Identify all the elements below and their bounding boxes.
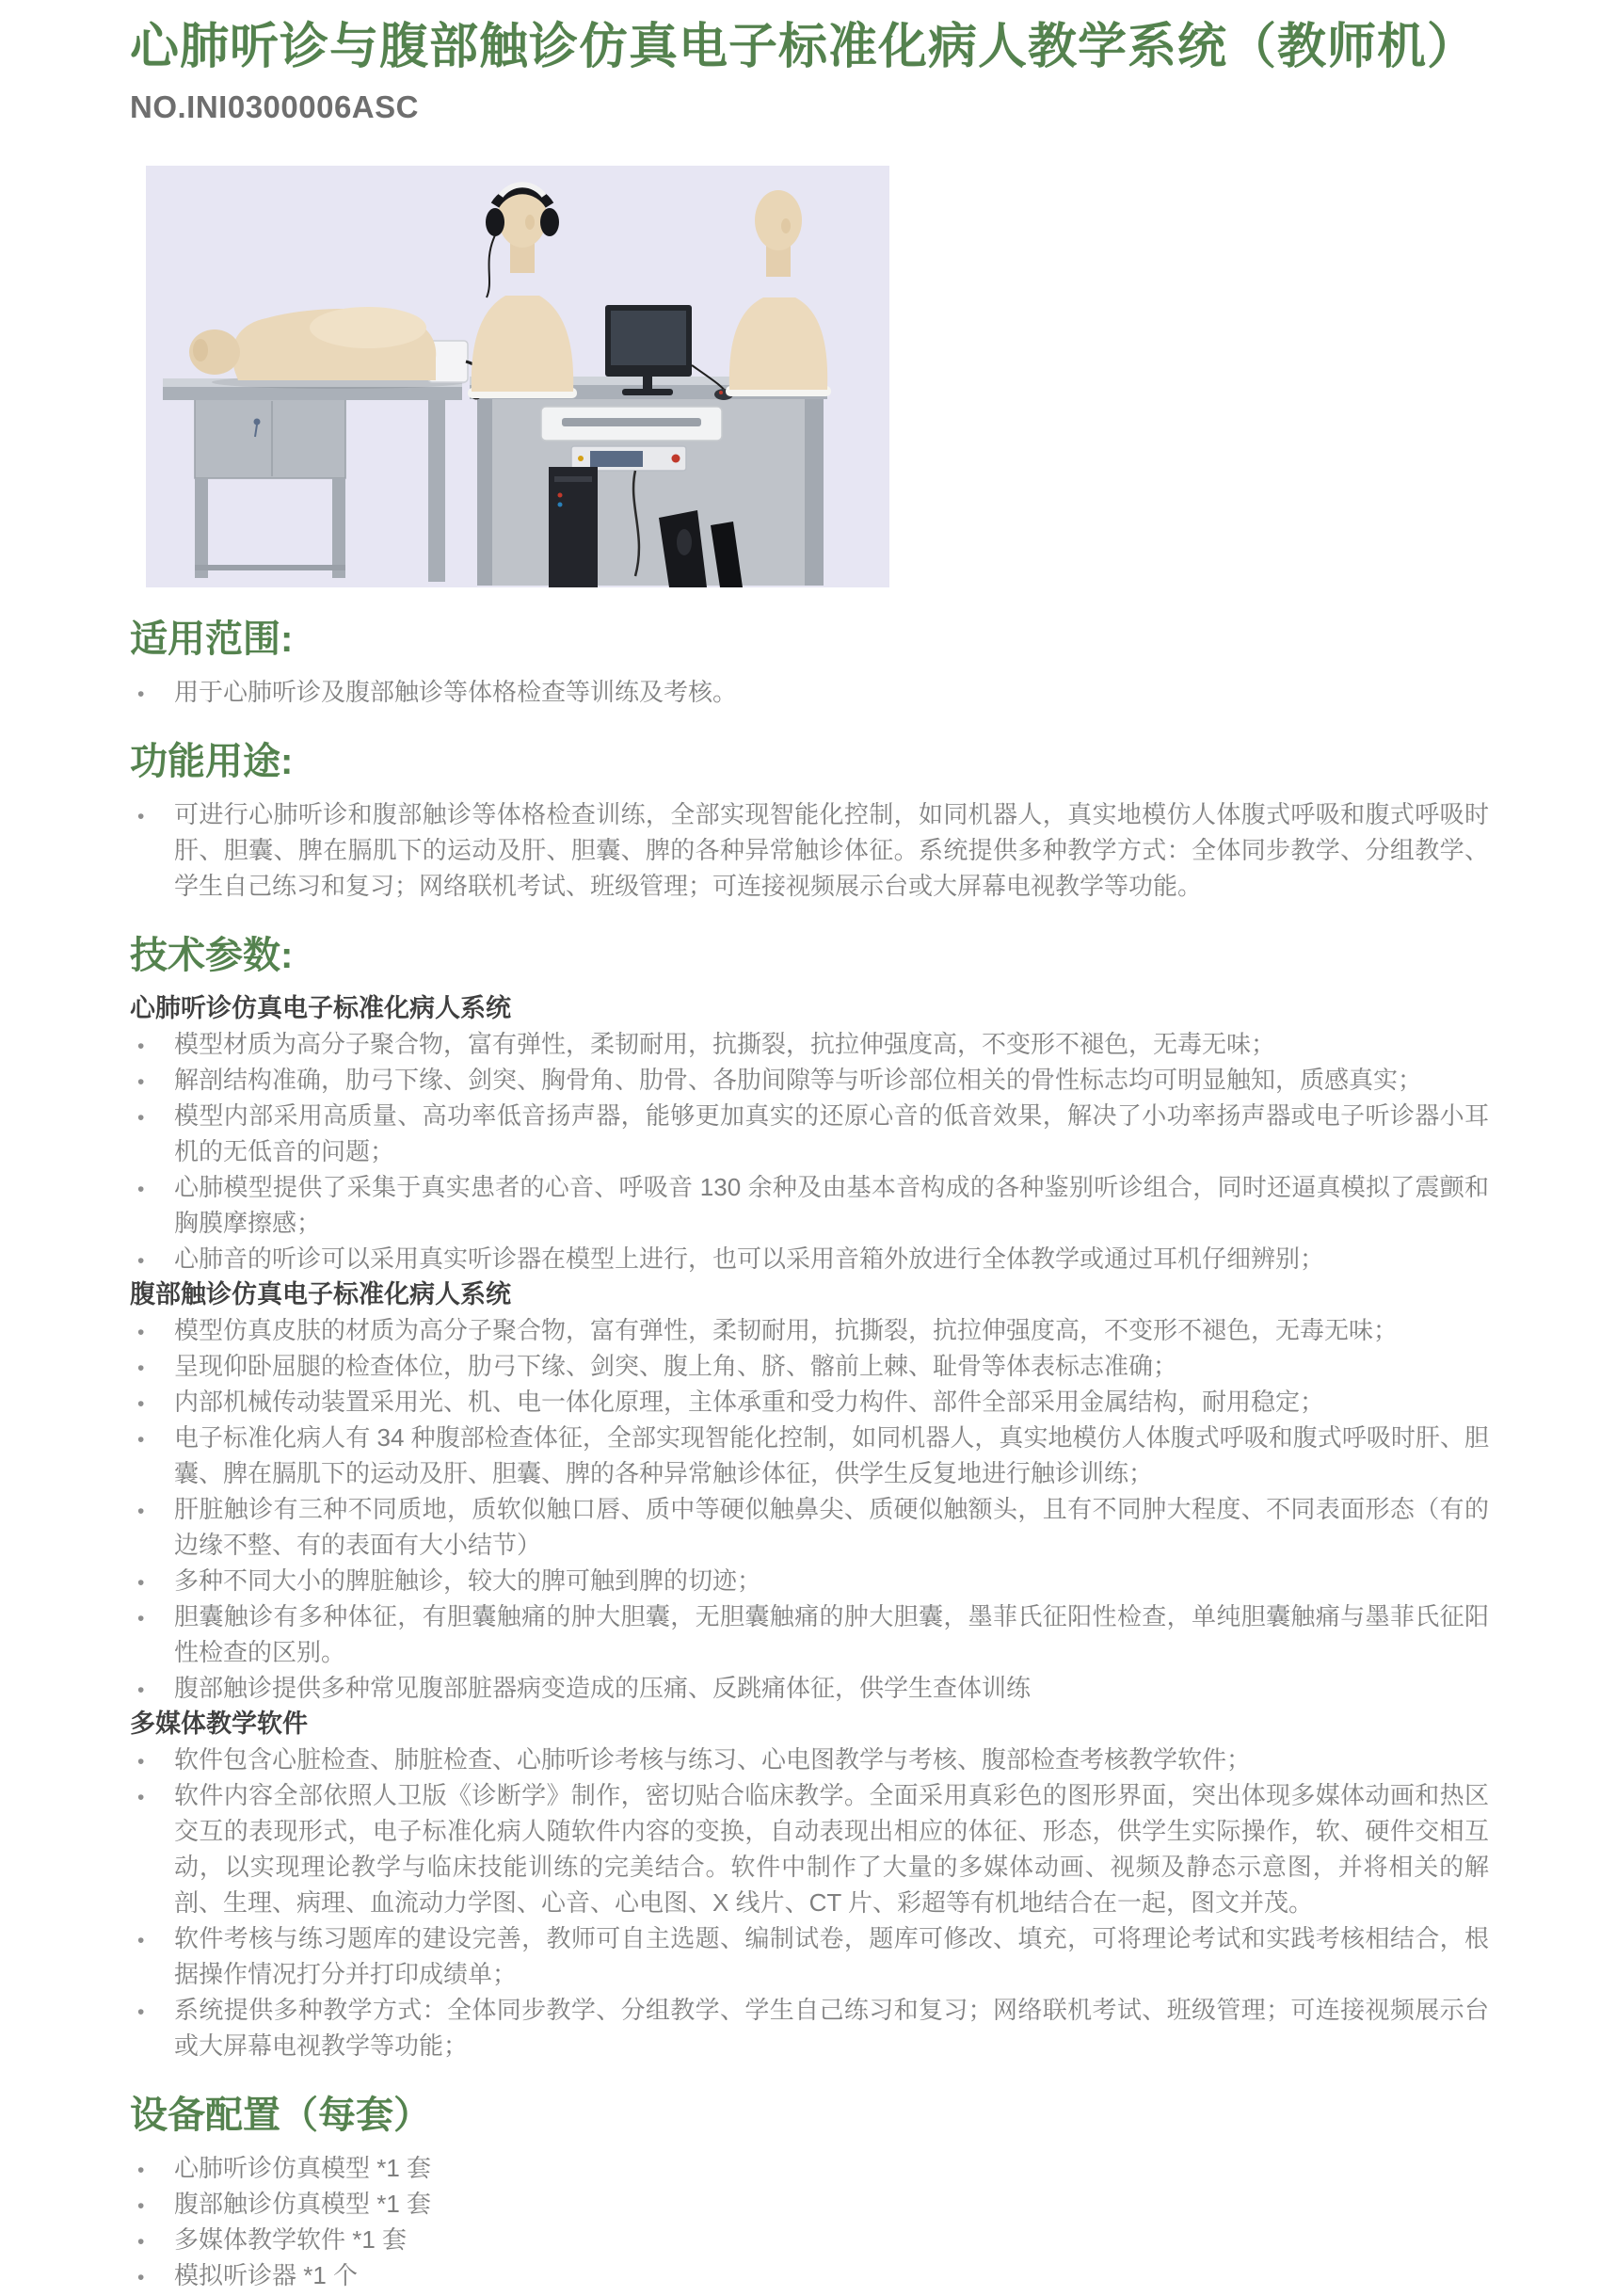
spec-item: • 软件包含心脏检查、肺脏检查、心肺听诊考核与练习、心电图教学与考核、腹部检查考核教学软件；: [130, 1742, 1489, 1777]
spec-item: • 内部机械传动装置采用光、机、电一体化原理，主体承重和受力构件、部件全部采用金属结构，耐用稳定；: [130, 1384, 1489, 1420]
spec-item: • 软件考核与练习题库的建设完善，教师可自主选题、编制试卷，题库可修改、填充，可将理论考试和实践考核相结合，根据操作情况打分并打印成绩单；: [130, 1920, 1489, 1992]
bullet-list: [130, 674, 1489, 710]
section-scope: [130, 618, 1489, 710]
section-config: [130, 2094, 1489, 2293]
spec-item: • 软件内容全部依照人卫版《诊断学》制作，密切贴合临床教学。全面采用真彩色的图形界面，突出体现多媒体动画和热区交互的表现形式，电子标准化病人随软件内容的变换，自动表现出相应的体征、形态，供学生实际操作，软、硬件交相互动，以实现理论教学与临床技能训练的完美结合。软件中制作了大量的多媒体动画、视频及静态示意图，并将相关的解剖、生理、病理、血流动力学图、心音、心电图、X 线片、CT 片、彩超等有机地结合在一起，图文并茂。: [130, 1777, 1489, 1920]
list-item: • 用于心肺听诊及腹部触诊等体格检查等训练及考核。: [130, 674, 1489, 710]
spec-item: • 系统提供多种教学方式：全体同步教学、分组教学、学生自己练习和复习；网络联机考试、班级管理；可连接视频展示台或大屏幕电视教学等功能；: [130, 1992, 1489, 2063]
section-heading: 功能用途:: [130, 741, 294, 782]
spec-item: • 模型材质为高分子聚合物，富有弹性，柔韧耐用，抗撕裂，抗拉伸强度高，不变形不褪色，无毒无味；: [130, 1026, 1489, 1062]
spec-item: • 腹部触诊提供多种常见腹部脏器病变造成的压痛、反跳痛体征，供学生查体训练: [130, 1670, 1489, 1706]
specs-subheading-cardiopulmonary: 心肺听诊仿真电子标准化病人系统: [130, 994, 511, 1022]
spec-item: • 解剖结构准确，肋弓下缘、剑突、胸骨角、肋骨、各肋间隙等与听诊部位相关的骨性标志均可明显触知，质感真实；: [130, 1062, 1489, 1098]
spec-item: • 模型内部采用高质量、高功率低音扬声器，能够更加真实的还原心音的低音效果，解决了小功率扬声器或电子听诊器小耳机的无低音的问题；: [130, 1098, 1489, 1169]
bullet-list: [130, 2150, 1489, 2293]
config-item: • 模拟听诊器 *1 个: [130, 2257, 1489, 2293]
product-photo: [146, 166, 889, 587]
spec-item: • 肝脏触诊有三种不同质地，质软似触口唇、质中等硬似触鼻尖、质硬似触额头，且有不同肿大程度、不同表面形态（有的边缘不整、有的表面有大小结节）: [130, 1491, 1489, 1563]
bullet-list: [130, 1026, 1489, 1276]
spec-item: • 模型仿真皮肤的材质为高分子聚合物，富有弹性，柔韧耐用，抗撕裂，抗拉伸强度高，不变形不褪色，无毒无味；: [130, 1312, 1489, 1348]
config-item: • 腹部触诊仿真模型 *1 套: [130, 2186, 1489, 2222]
spec-item: • 电子标准化病人有 34 种腹部检查体征，全部实现智能化控制，如同机器人，真实地模仿人体腹式呼吸和腹式呼吸时肝、胆囊、脾在膈肌下的运动及肝、胆囊、脾的各种异常触诊体征，供学生反复地进行触诊训练；: [130, 1420, 1489, 1491]
list-item: • 可进行心肺听诊和腹部触诊等体格检查训练，全部实现智能化控制，如同机器人，真实地模仿人体腹式呼吸和腹式呼吸时肝、胆囊、脾在膈肌下的运动及肝、胆囊、脾的各种异常触诊体征。系统提供多种教学方式：全体同步教学、分组教学、学生自己练习和复习；网络联机考试、班级管理；可连接视频展示台或大屏幕电视教学等功能。: [130, 796, 1489, 904]
section-heading: 适用范围:: [130, 618, 294, 660]
spec-item: • 胆囊触诊有多种体征，有胆囊触痛的肿大胆囊，无胆囊触痛的肿大胆囊，墨菲氏征阳性检查，单纯胆囊触痛与墨菲氏征阳性检查的区别。: [130, 1598, 1489, 1670]
spec-item: • 心肺音的听诊可以采用真实听诊器在模型上进行，也可以采用音箱外放进行全体教学或通过耳机仔细辨别；: [130, 1241, 1489, 1276]
right-desk: [470, 377, 827, 587]
bullet-list: [130, 1312, 1489, 1706]
section-heading: 设备配置（每套）: [130, 2095, 431, 2136]
spec-item: • 多种不同大小的脾脏触诊，较大的脾可触到脾的切迹；: [130, 1563, 1489, 1598]
keyboard-tray: [541, 407, 722, 441]
bullet-list: [130, 796, 1489, 904]
specs-subheading-abdominal: 腹部触诊仿真电子标准化病人系统: [130, 1280, 511, 1309]
pc-tower: [549, 467, 598, 587]
bullet-list: [130, 1742, 1489, 2063]
spec-item: • 呈现仰卧屈腿的检查体位，肋弓下缘、剑突、腹上角、脐、髂前上棘、耻骨等体表标志准确；: [130, 1348, 1489, 1384]
section-function: [130, 740, 1489, 904]
config-item: • 心肺听诊仿真模型 *1 套: [130, 2150, 1489, 2186]
product-photo-illustration: [146, 166, 889, 587]
section-specs: [130, 934, 1489, 2063]
product-number: NO.INI0300006ASC: [130, 89, 419, 124]
document-content: [130, 0, 1489, 2293]
section-heading: 技术参数:: [130, 935, 294, 976]
config-item: • 多媒体教学软件 *1 套: [130, 2222, 1489, 2257]
page-title: 心肺听诊与腹部触诊仿真电子标准化病人教学系统（教师机）: [130, 20, 1478, 74]
spec-item: • 心肺模型提供了采集于真实患者的心音、呼吸音 130 余种及由基本音构成的各种鉴别听诊组合，同时还逼真模拟了震颤和胸膜摩擦感；: [130, 1169, 1489, 1241]
specs-subheading-software: 多媒体教学软件: [130, 1710, 308, 1738]
